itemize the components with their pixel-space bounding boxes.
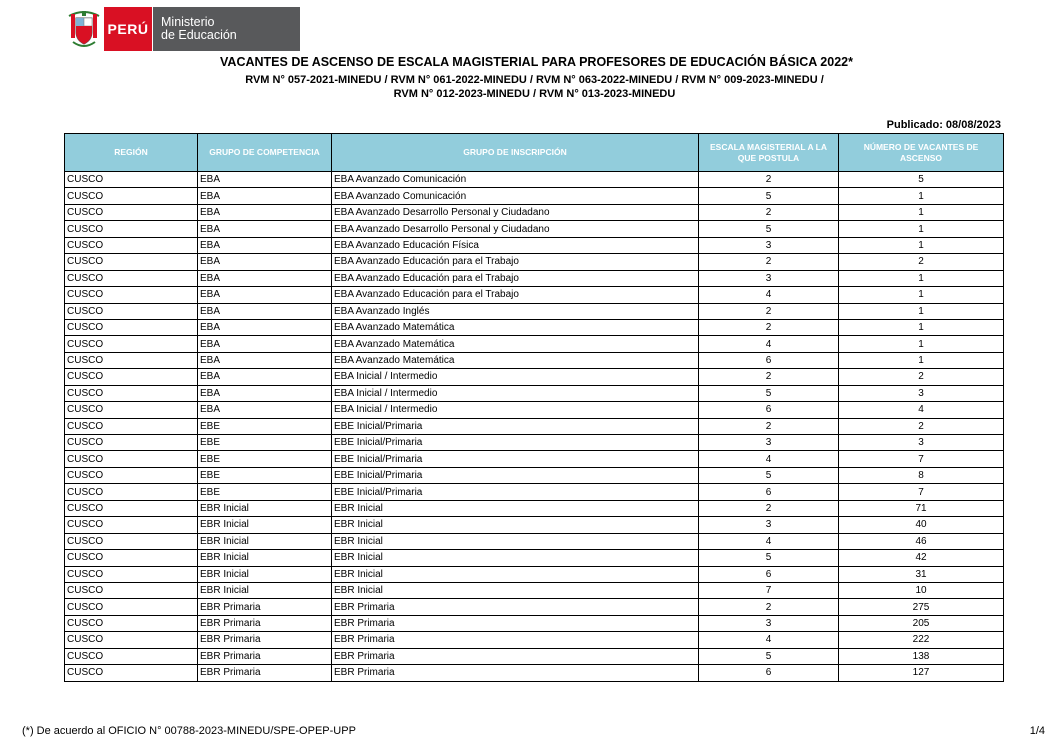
cell-region: CUSCO — [65, 303, 198, 319]
document-title: VACANTES DE ASCENSO DE ESCALA MAGISTERIAL PARA PROFESORES DE EDUCACIÓN BÁSICA 2022* — [220, 55, 853, 69]
cell-grupo-inscripcion: EBR Inicial — [332, 550, 699, 566]
cell-region: CUSCO — [65, 582, 198, 598]
cell-vacantes: 1 — [839, 319, 1004, 335]
cell-escala: 4 — [699, 451, 839, 467]
cell-grupo-competencia: EBR Primaria — [198, 665, 332, 681]
cell-region: CUSCO — [65, 287, 198, 303]
cell-escala: 3 — [699, 517, 839, 533]
cell-grupo-inscripcion: EBA Avanzado Matemática — [332, 336, 699, 352]
table-row — [65, 484, 1004, 500]
cell-vacantes: 1 — [839, 270, 1004, 286]
table-row — [65, 369, 1004, 385]
cell-vacantes: 2 — [839, 254, 1004, 270]
cell-grupo-inscripcion: EBA Avanzado Educación para el Trabajo — [332, 254, 699, 270]
cell-escala: 3 — [699, 237, 839, 253]
cell-vacantes: 275 — [839, 599, 1004, 615]
cell-grupo-inscripcion: EBA Inicial / Intermedio — [332, 369, 699, 385]
table-body — [65, 172, 1004, 682]
table-row — [65, 221, 1004, 237]
cell-vacantes: 7 — [839, 451, 1004, 467]
cell-vacantes: 2 — [839, 369, 1004, 385]
cell-escala: 2 — [699, 319, 839, 335]
cell-grupo-competencia: EBA — [198, 303, 332, 319]
table-row — [65, 172, 1004, 188]
cell-region: CUSCO — [65, 566, 198, 582]
table-row — [65, 270, 1004, 286]
cell-vacantes: 1 — [839, 303, 1004, 319]
cell-region: CUSCO — [65, 632, 198, 648]
cell-region: CUSCO — [65, 385, 198, 401]
cell-region: CUSCO — [65, 221, 198, 237]
table-row — [65, 665, 1004, 681]
cell-vacantes: 138 — [839, 648, 1004, 664]
cell-escala: 5 — [699, 550, 839, 566]
cell-region: CUSCO — [65, 204, 198, 220]
table-row — [65, 435, 1004, 451]
cell-region: CUSCO — [65, 533, 198, 549]
table-row — [65, 550, 1004, 566]
cell-grupo-inscripcion: EBR Primaria — [332, 632, 699, 648]
table-row — [65, 615, 1004, 631]
cell-escala: 7 — [699, 582, 839, 598]
cell-grupo-inscripcion: EBA Avanzado Educación para el Trabajo — [332, 270, 699, 286]
cell-vacantes: 7 — [839, 484, 1004, 500]
cell-escala: 5 — [699, 385, 839, 401]
cell-grupo-inscripcion: EBA Avanzado Comunicación — [332, 188, 699, 204]
table-row — [65, 517, 1004, 533]
cell-grupo-competencia: EBA — [198, 369, 332, 385]
cell-grupo-inscripcion: EBR Primaria — [332, 599, 699, 615]
ministry-label — [153, 7, 300, 51]
cell-grupo-inscripcion: EBA Inicial / Intermedio — [332, 385, 699, 401]
cell-vacantes: 1 — [839, 352, 1004, 368]
cell-grupo-competencia: EBA — [198, 172, 332, 188]
cell-region: CUSCO — [65, 484, 198, 500]
cell-grupo-inscripcion: EBE Inicial/Primaria — [332, 418, 699, 434]
cell-grupo-competencia: EBR Inicial — [198, 533, 332, 549]
table-row — [65, 599, 1004, 615]
cell-grupo-competencia: EBR Primaria — [198, 632, 332, 648]
cell-vacantes: 205 — [839, 615, 1004, 631]
cell-escala: 3 — [699, 270, 839, 286]
cell-escala: 5 — [699, 221, 839, 237]
cell-escala: 5 — [699, 467, 839, 483]
cell-escala: 4 — [699, 336, 839, 352]
cell-grupo-competencia: EBA — [198, 352, 332, 368]
cell-grupo-competencia: EBE — [198, 451, 332, 467]
table-row — [65, 418, 1004, 434]
cell-vacantes: 1 — [839, 237, 1004, 253]
cell-vacantes: 42 — [839, 550, 1004, 566]
cell-vacantes: 1 — [839, 336, 1004, 352]
cell-region: CUSCO — [65, 402, 198, 418]
cell-grupo-competencia: EBA — [198, 319, 332, 335]
cell-escala: 5 — [699, 648, 839, 664]
cell-escala: 2 — [699, 254, 839, 270]
cell-escala: 2 — [699, 599, 839, 615]
cell-escala: 6 — [699, 352, 839, 368]
cell-grupo-inscripcion: EBA Avanzado Educación Física — [332, 237, 699, 253]
subtitle-line-2: RVM N° 012-2023-MINEDU / RVM N° 013-2023-MINEDU — [393, 88, 676, 100]
table-row — [65, 237, 1004, 253]
cell-grupo-inscripcion: EBA Avanzado Inglés — [332, 303, 699, 319]
vacancies-table — [64, 133, 1004, 682]
cell-grupo-competencia: EBA — [198, 336, 332, 352]
cell-grupo-inscripcion: EBA Inicial / Intermedio — [332, 402, 699, 418]
cell-grupo-competencia: EBR Primaria — [198, 615, 332, 631]
cell-region: CUSCO — [65, 319, 198, 335]
cell-escala: 2 — [699, 418, 839, 434]
cell-grupo-competencia: EBA — [198, 270, 332, 286]
cell-vacantes: 1 — [839, 221, 1004, 237]
cell-grupo-competencia: EBR Primaria — [198, 648, 332, 664]
col-header-grupo-inscripcion: GRUPO DE INSCRIPCIÓN — [332, 134, 699, 172]
cell-region: CUSCO — [65, 467, 198, 483]
cell-vacantes: 3 — [839, 385, 1004, 401]
table-row — [65, 582, 1004, 598]
cell-grupo-inscripcion: EBR Inicial — [332, 517, 699, 533]
cell-vacantes: 1 — [839, 204, 1004, 220]
cell-region: CUSCO — [65, 665, 198, 681]
cell-escala: 6 — [699, 484, 839, 500]
cell-grupo-inscripcion: EBE Inicial/Primaria — [332, 435, 699, 451]
cell-region: CUSCO — [65, 550, 198, 566]
cell-vacantes: 31 — [839, 566, 1004, 582]
table-row — [65, 500, 1004, 516]
cell-grupo-competencia: EBA — [198, 237, 332, 253]
cell-escala: 2 — [699, 204, 839, 220]
col-header-escala: ESCALA MAGISTERIAL A LA QUE POSTULA — [699, 134, 839, 172]
cell-region: CUSCO — [65, 352, 198, 368]
cell-grupo-competencia: EBA — [198, 254, 332, 270]
cell-grupo-inscripcion: EBE Inicial/Primaria — [332, 451, 699, 467]
table-row — [65, 188, 1004, 204]
cell-escala: 3 — [699, 615, 839, 631]
col-header-vacantes: NÚMERO DE VACANTES DE ASCENSO — [839, 134, 1004, 172]
cell-grupo-competencia: EBE — [198, 435, 332, 451]
table-row — [65, 451, 1004, 467]
col-header-region: REGIÓN — [65, 134, 198, 172]
table-row — [65, 319, 1004, 335]
table-row — [65, 566, 1004, 582]
cell-grupo-inscripcion: EBA Avanzado Desarrollo Personal y Ciudadano — [332, 204, 699, 220]
ministry-line2: de Educación — [161, 28, 237, 42]
cell-grupo-competencia: EBA — [198, 221, 332, 237]
table-row — [65, 352, 1004, 368]
cell-grupo-inscripcion: EBR Primaria — [332, 615, 699, 631]
cell-grupo-competencia: EBE — [198, 418, 332, 434]
cell-region: CUSCO — [65, 254, 198, 270]
cell-grupo-inscripcion: EBR Inicial — [332, 566, 699, 582]
cell-vacantes: 1 — [839, 188, 1004, 204]
cell-vacantes: 5 — [839, 172, 1004, 188]
table-row — [65, 336, 1004, 352]
ministry-logo — [64, 7, 300, 51]
cell-vacantes: 40 — [839, 517, 1004, 533]
cell-region: CUSCO — [65, 648, 198, 664]
cell-vacantes: 46 — [839, 533, 1004, 549]
cell-grupo-inscripcion: EBR Inicial — [332, 582, 699, 598]
cell-vacantes: 2 — [839, 418, 1004, 434]
cell-grupo-inscripcion: EBA Avanzado Educación para el Trabajo — [332, 287, 699, 303]
ministry-line1: Ministerio — [161, 15, 215, 29]
cell-grupo-competencia: EBR Inicial — [198, 500, 332, 516]
table-row — [65, 385, 1004, 401]
cell-region: CUSCO — [65, 435, 198, 451]
cell-escala: 2 — [699, 303, 839, 319]
cell-vacantes: 222 — [839, 632, 1004, 648]
cell-grupo-competencia: EBE — [198, 484, 332, 500]
cell-grupo-competencia: EBR Inicial — [198, 550, 332, 566]
cell-grupo-competencia: EBR Inicial — [198, 582, 332, 598]
cell-region: CUSCO — [65, 369, 198, 385]
cell-grupo-competencia: EBE — [198, 467, 332, 483]
cell-grupo-competencia: EBA — [198, 385, 332, 401]
cell-vacantes: 10 — [839, 582, 1004, 598]
page-number: 1/4 — [1029, 725, 1045, 737]
cell-vacantes: 71 — [839, 500, 1004, 516]
table-row — [65, 648, 1004, 664]
cell-escala: 2 — [699, 500, 839, 516]
table-row — [65, 632, 1004, 648]
cell-escala: 6 — [699, 665, 839, 681]
cell-escala: 6 — [699, 566, 839, 582]
cell-region: CUSCO — [65, 336, 198, 352]
cell-grupo-competencia: EBR Inicial — [198, 566, 332, 582]
cell-vacantes: 8 — [839, 467, 1004, 483]
table-row — [65, 204, 1004, 220]
cell-region: CUSCO — [65, 270, 198, 286]
table-row — [65, 467, 1004, 483]
cell-grupo-competencia: EBA — [198, 188, 332, 204]
table-row — [65, 533, 1004, 549]
table-row — [65, 402, 1004, 418]
cell-escala: 3 — [699, 435, 839, 451]
cell-region: CUSCO — [65, 237, 198, 253]
cell-grupo-inscripcion: EBE Inicial/Primaria — [332, 467, 699, 483]
cell-grupo-inscripcion: EBR Primaria — [332, 648, 699, 664]
cell-grupo-competencia: EBA — [198, 287, 332, 303]
cell-region: CUSCO — [65, 517, 198, 533]
cell-grupo-inscripcion: EBE Inicial/Primaria — [332, 484, 699, 500]
cell-region: CUSCO — [65, 451, 198, 467]
cell-grupo-inscripcion: EBA Avanzado Matemática — [332, 319, 699, 335]
cell-grupo-inscripcion: EBA Avanzado Comunicación — [332, 172, 699, 188]
cell-grupo-competencia: EBR Inicial — [198, 517, 332, 533]
col-header-grupo-competencia: GRUPO DE COMPETENCIA — [198, 134, 332, 172]
peru-label: PERÚ — [104, 7, 153, 51]
published-date: Publicado: 08/08/2023 — [886, 119, 1001, 131]
cell-grupo-competencia: EBA — [198, 204, 332, 220]
cell-escala: 2 — [699, 172, 839, 188]
cell-escala: 4 — [699, 287, 839, 303]
table-row — [65, 287, 1004, 303]
cell-vacantes: 127 — [839, 665, 1004, 681]
cell-region: CUSCO — [65, 418, 198, 434]
cell-grupo-competencia: EBR Primaria — [198, 599, 332, 615]
cell-escala: 6 — [699, 402, 839, 418]
document-title-block — [0, 55, 1053, 101]
cell-grupo-inscripcion: EBR Inicial — [332, 500, 699, 516]
subtitle-line-1: RVM N° 057-2021-MINEDU / RVM N° 061-2022-MINEDU / RVM N° 063-2022-MINEDU / RVM N° 009-2023-MINEDU / — [245, 74, 824, 86]
table-row — [65, 303, 1004, 319]
cell-region: CUSCO — [65, 500, 198, 516]
cell-vacantes: 1 — [839, 287, 1004, 303]
table-header-row — [65, 134, 1004, 172]
cell-escala: 4 — [699, 533, 839, 549]
cell-vacantes: 3 — [839, 435, 1004, 451]
cell-grupo-inscripcion: EBA Avanzado Matemática — [332, 352, 699, 368]
cell-region: CUSCO — [65, 172, 198, 188]
cell-grupo-inscripcion: EBA Avanzado Desarrollo Personal y Ciudadano — [332, 221, 699, 237]
footer-note: (*) De acuerdo al OFICIO N° 00788-2023-MINEDU/SPE-OPEP-UPP — [22, 725, 356, 737]
cell-grupo-competencia: EBA — [198, 402, 332, 418]
cell-region: CUSCO — [65, 599, 198, 615]
cell-region: CUSCO — [65, 188, 198, 204]
cell-escala: 2 — [699, 369, 839, 385]
cell-grupo-inscripcion: EBR Inicial — [332, 533, 699, 549]
peru-coat-of-arms-icon — [64, 7, 104, 51]
cell-escala: 5 — [699, 188, 839, 204]
cell-grupo-inscripcion: EBR Primaria — [332, 665, 699, 681]
table-row — [65, 254, 1004, 270]
cell-region: CUSCO — [65, 615, 198, 631]
cell-escala: 4 — [699, 632, 839, 648]
cell-vacantes: 4 — [839, 402, 1004, 418]
